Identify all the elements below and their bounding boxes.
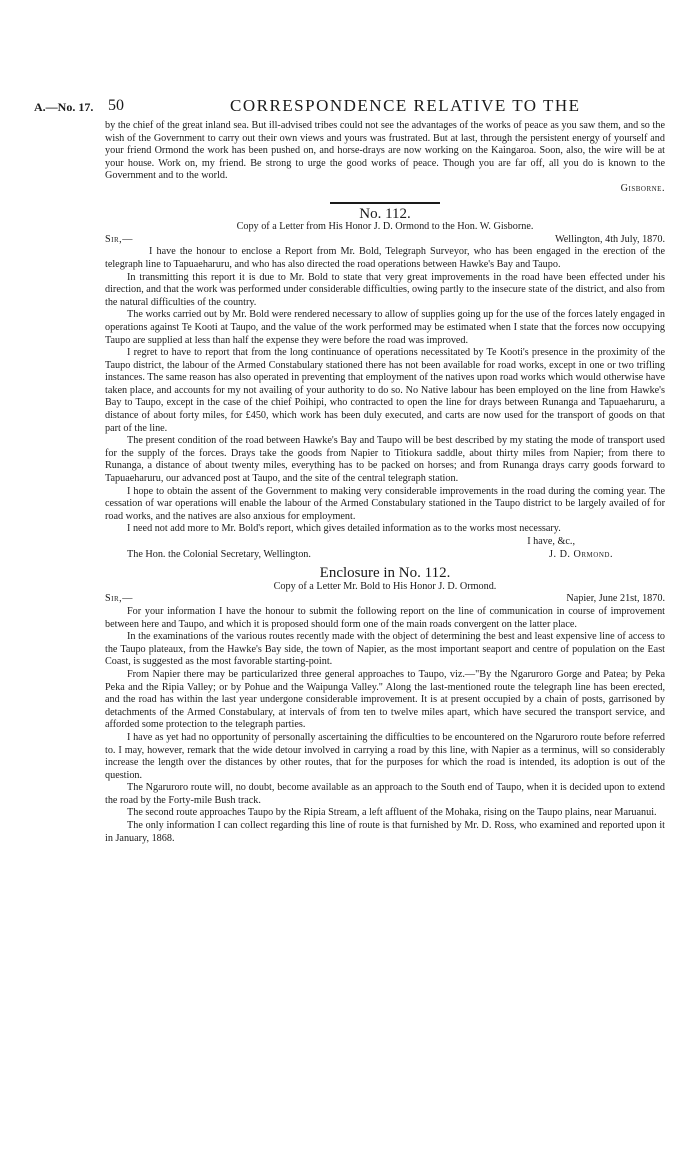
enclosure-salutation: Sir,— — [105, 593, 133, 605]
enclosure-heading: Enclosure in No. 112. — [319, 565, 451, 582]
enclosure-paragraph: The second route approaches Taupo by the Ripia Stream, a left affluent of the Mohaka, rising on the Taupo plains, near Maruanui. — [127, 807, 657, 819]
running-title: CORRESPONDENCE RELATIVE TO THE — [230, 96, 581, 115]
letter-addressee: The Hon. the Colonial Secretary, Wellington. — [127, 548, 311, 560]
letter-paragraph: The present condition of the road between Hawke's Bay and Taupo will be best described by my stating the mode of transport used for the supply of the forces. Drays take the goods from Napier to Titiokura saddle, about thirty miles from Napier; from there to Runanga, a distance of about twenty miles, everything has to be packed on horses; and from Runanga drays carry goods forward to Tapuaeharuru, our advanced post at Taupo, and the site of the central telegraph station. — [105, 435, 665, 485]
letter-paragraph: I hope to obtain the assent of the Government to making very considerable improvements in the road during the coming year. The cessation of war operations will enable the labour of the Armed Constabulary stationed in the Taupo district to be largely availed of for road works, and the natives are also anxious for employment. — [105, 485, 665, 522]
letter-caption: Copy of a Letter from His Honor J. D. Ormond to the Hon. W. Gisborne. — [236, 221, 534, 233]
enclosure-caption: Copy of a Letter Mr. Bold to His Honor J. D. Ormond. — [273, 580, 497, 592]
enclosure-paragraph: In the examinations of the various routes recently made with the object of determining the best and least expensive line of access to the Taupo plateaux, from the Hawke's Bay side, the town of Napier, as the most important seaport and centre of population on the East Coast, is suggested as the most favorable starting-point. — [105, 631, 665, 668]
letter-paragraph: I regret to have to report that from the long continuance of operations necessitated by Te Kooti's presence in the proximity of the Taupo district, the labour of the Armed Constabulary stationed there has not been available for road works, except in one or two trifling instances. The same reason has also operated in preventing that employment of the natives upon road works which would otherwise have taken place, and accounts for my not availing of your authority to do so. No Native labour has been employed on the line from Hawke's Bay to Taupo, except in the case of the chief Poihipi, who contracted to open the line for drays between Runanga and Tapuaeharuru, a distance of about forty miles, for £450, which work has been duly executed, and carts are now used for the transport of goods on that part of the line. — [105, 347, 665, 434]
page-number: 50 — [108, 97, 124, 114]
letter-signoff-row — [105, 549, 665, 562]
page-body — [105, 120, 665, 845]
letter-heading-row — [105, 234, 665, 247]
enclosure-paragraph: The only information I can collect regarding this line of route is that furnished by Mr. D. Ross, who examined and reported upon it in January, 1868. — [105, 820, 665, 844]
letter-paragraph: I need not add more to Mr. Bold's report, which gives detailed information as to the works most necessary. — [127, 523, 561, 535]
letter-closing: I have, &c., — [527, 536, 575, 547]
letter-paragraph: The works carried out by Mr. Bold were rendered necessary to allow of supplies going up for the use of the forces lately engaged in operations against Te Kooti at Taupo, and the value of the work performed may be estimated when I state that the forces now occupying Taupo are supplied at less than half the expense they were before the road was improved. — [105, 309, 665, 346]
ormond-signature: J. D. Ormond. — [549, 548, 613, 560]
letter-number: No. 112. — [359, 205, 411, 222]
enclosure-heading-row — [105, 593, 665, 606]
enclosure-paragraph: The Ngaruroro route will, no doubt, become available as an approach to the South end of Taupo, when it is decided upon to extend the road by the Forty-mile Bush track. — [105, 782, 665, 806]
letter-paragraph: I have the honour to enclose a Report from Mr. Bold, Telegraph Surveyor, who has been engaged in the erection of the telegraph line to Tapuaeharuru, and who has also directed the road operations between Hawke's Bay and Taupo. — [105, 246, 665, 270]
letter-paragraph: In transmitting this report it is due to Mr. Bold to state that very great improvements in the road have been effected under his direction, and that the work was performed under considerable difficulties, owing partly to the insecure state of the district, and also from the natural difficulties of the country. — [105, 271, 665, 308]
enclosure-paragraph: From Napier there may be particularized three general approaches to Taupo, viz.—"By the Ngaruroro Gorge and Patea; by Peka Peka and the Ripia Valley; or by Pohue and the Waipunga Valley." Along the last-mentioned route the telegraph line has been erected, and the road has within the last year undergone considerable improvement. It is at present occupied by a chain of posts, garrisoned by detachments of the Armed Constabulary, at intervals of from ten to twelve miles apart, which have secured the transport service, and afforded some protection to the telegraph parties. — [105, 668, 665, 731]
letter-salutation: Sir,— — [105, 233, 133, 245]
enclosure-paragraph: For your information I have the honour to submit the following report on the line of communication in course of improvement between here and Taupo, and which it is proposed should form one of the main roads convergent on the latter place. — [105, 605, 665, 630]
continued-paragraph: by the chief of the great inland sea. But ill-advised tribes could not see the advantages of the works of peace as you saw them, and so the wish of the Government to carry out their own views and yours was frustrated. But at last, through the persistent energy of yourself and your friend Ormond the work has been pushed on, and horse-drays are now working on the Kaingaroa. Soon, also, the wire will be at your house. Work on, my friend. Be strong to urge the good works of peace. Though you are far off, all you do is known to the Government and to the world. — [105, 120, 665, 182]
enclosure-place-date: Napier, June 21st, 1870. — [566, 593, 665, 605]
enclosure-paragraph: I have as yet had no opportunity of personally ascertaining the difficulties to be encountered on the Ngaruroro route before referred to. I may, however, remark that the wide detour involved in carrying a road by this line, with Napier as a terminus, will so considerably increase the length over the distances by other routes, that for the purposes for which the road is intended, its adoption is out of the question. — [105, 731, 665, 781]
section-divider — [330, 202, 440, 204]
gisborne-signature: Gisborne. — [620, 182, 665, 194]
page-header — [34, 96, 674, 118]
letter-place-date: Wellington, 4th July, 1870. — [554, 233, 665, 245]
paper-reference: A.—No. 17. — [34, 100, 94, 114]
